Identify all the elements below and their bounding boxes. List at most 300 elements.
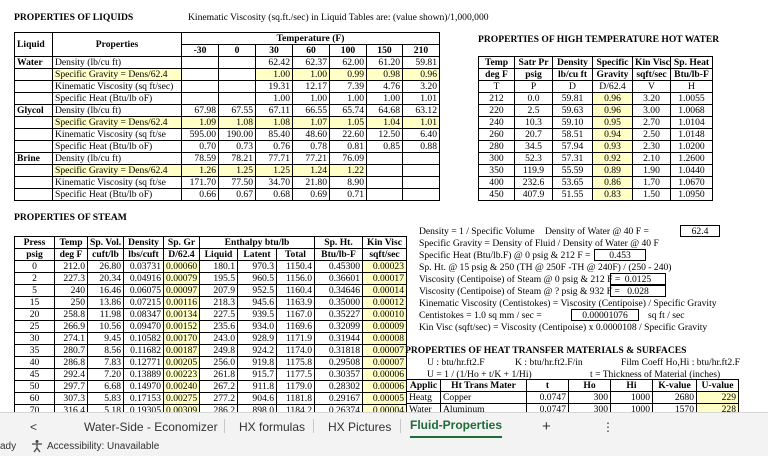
value-cell[interactable]: 1174.0: [277, 345, 315, 357]
value-cell[interactable]: 7.39: [330, 81, 367, 93]
value-cell[interactable]: 0.0747: [527, 392, 569, 404]
value-cell[interactable]: 1171.9: [277, 333, 315, 345]
value-cell[interactable]: 1.25: [256, 165, 293, 177]
column-header[interactable]: Temp: [55, 237, 88, 249]
value-cell[interactable]: 58.51: [553, 129, 593, 141]
accessibility-icon[interactable]: [30, 439, 44, 460]
column-header[interactable]: P: [515, 81, 553, 93]
value-cell[interactable]: 67.11: [256, 105, 293, 117]
value-cell[interactable]: 0.28302: [315, 381, 363, 393]
value-cell[interactable]: [367, 165, 403, 177]
value-cell[interactable]: [219, 57, 256, 69]
property-label[interactable]: Density (lb/cu ft): [53, 153, 182, 165]
column-header[interactable]: U-value: [697, 380, 739, 392]
value-cell[interactable]: 0.86: [593, 177, 633, 189]
value-cell[interactable]: [182, 81, 219, 93]
value-cell[interactable]: 10.56: [88, 321, 124, 333]
value-cell[interactable]: 258.8: [55, 309, 88, 321]
value-cell[interactable]: 51.55: [553, 189, 593, 201]
value-cell[interactable]: 2.30: [633, 141, 671, 153]
liquid-name[interactable]: [15, 81, 53, 93]
value-cell[interactable]: 1.0148: [671, 129, 713, 141]
value-cell[interactable]: 1160.4: [277, 285, 315, 297]
column-header[interactable]: Density: [553, 57, 593, 69]
value-cell[interactable]: 19.31: [256, 81, 293, 93]
property-label[interactable]: Kinematic Viscosity (sq ft/se: [53, 177, 182, 189]
value-cell[interactable]: 7.20: [88, 369, 124, 381]
column-header[interactable]: Liquid: [200, 249, 238, 261]
liquid-name[interactable]: [15, 177, 53, 189]
value-cell[interactable]: 220: [479, 105, 515, 117]
value-cell[interactable]: 180.1: [200, 261, 238, 273]
value-cell[interactable]: 1.26: [182, 165, 219, 177]
value-cell[interactable]: 0.00097: [164, 285, 200, 297]
value-cell[interactable]: 11.98: [88, 309, 124, 321]
value-cell[interactable]: 1.0200: [671, 141, 713, 153]
column-header[interactable]: psig: [515, 69, 553, 81]
column-header[interactable]: Ht Trans Mater: [441, 380, 527, 392]
column-header[interactable]: Specific: [593, 57, 633, 69]
value-cell[interactable]: 0.00007: [363, 345, 407, 357]
value-cell[interactable]: 934.0: [238, 321, 277, 333]
value-cell[interactable]: 6.40: [403, 129, 440, 141]
value-cell[interactable]: 1.0055: [671, 93, 713, 105]
value-cell[interactable]: 59.10: [553, 117, 593, 129]
value-cell[interactable]: 0.00006: [363, 369, 407, 381]
value-cell[interactable]: 190.00: [219, 129, 256, 141]
value-cell[interactable]: 0.00223: [164, 369, 200, 381]
value-cell[interactable]: 1.0670: [671, 177, 713, 189]
value-cell[interactable]: [219, 81, 256, 93]
value-cell[interactable]: 0.00116: [164, 297, 200, 309]
value-cell[interactable]: 59.81: [553, 93, 593, 105]
value-cell[interactable]: 0.00205: [164, 357, 200, 369]
value-cell[interactable]: 0.00006: [363, 381, 407, 393]
value-cell[interactable]: 235.6: [200, 321, 238, 333]
value-cell[interactable]: 1.05: [330, 117, 367, 129]
value-cell[interactable]: 1163.9: [277, 297, 315, 309]
value-cell[interactable]: 57.31: [553, 153, 593, 165]
value-cell[interactable]: 898.0: [238, 405, 277, 413]
status-accessibility[interactable]: Accessibility: Unavailable: [47, 441, 160, 452]
value-cell[interactable]: 20.7: [515, 129, 553, 141]
value-cell[interactable]: 1150.4: [277, 261, 315, 273]
value-cell[interactable]: 5.83: [88, 393, 124, 405]
liquid-name[interactable]: [15, 165, 53, 177]
value-cell[interactable]: 0.00187: [164, 345, 200, 357]
value-cell[interactable]: 55.59: [553, 165, 593, 177]
value-cell[interactable]: 0.66: [182, 189, 219, 201]
property-label[interactable]: Specific Heat (Btu/lb oF): [53, 141, 182, 153]
value-cell[interactable]: 77.50: [219, 177, 256, 189]
value-cell[interactable]: 3.20: [403, 81, 440, 93]
value-cell[interactable]: 0.69: [293, 189, 330, 201]
value-cell[interactable]: 1.0950: [671, 189, 713, 201]
property-label[interactable]: Kinematic Viscosity (sq ft/se: [53, 129, 182, 141]
value-cell[interactable]: 0.85: [367, 141, 403, 153]
temp-header[interactable]: 30: [256, 45, 293, 57]
column-header[interactable]: Enthalpy btu/lb: [200, 237, 315, 249]
value-cell[interactable]: 50: [15, 381, 55, 393]
column-header[interactable]: deg F: [55, 249, 88, 261]
value-cell[interactable]: 0.76: [256, 141, 293, 153]
value-cell[interactable]: 1.00: [330, 93, 367, 105]
value-cell[interactable]: 0.07215: [124, 297, 164, 309]
value-cell[interactable]: 70: [15, 405, 55, 413]
value-cell[interactable]: 0.31944: [315, 333, 363, 345]
value-cell[interactable]: 0.00170: [164, 333, 200, 345]
value-cell[interactable]: 0.73: [219, 141, 256, 153]
value-cell[interactable]: 0.11682: [124, 345, 164, 357]
value-cell[interactable]: 25: [15, 321, 55, 333]
value-cell[interactable]: 1.22: [330, 165, 367, 177]
value-cell[interactable]: 207.9: [200, 285, 238, 297]
value-cell[interactable]: 0.68: [256, 189, 293, 201]
value-cell[interactable]: 0.45300: [315, 261, 363, 273]
value-cell[interactable]: 939.5: [238, 309, 277, 321]
value-cell[interactable]: [403, 153, 440, 165]
value-cell[interactable]: [367, 177, 403, 189]
value-cell[interactable]: 297.7: [55, 381, 88, 393]
value-cell[interactable]: 0.78: [293, 141, 330, 153]
value-cell[interactable]: 22.60: [330, 129, 367, 141]
column-header[interactable]: t: [527, 380, 569, 392]
value-cell[interactable]: 286.8: [55, 357, 88, 369]
viscosity-212-value[interactable]: 0.0125: [610, 273, 666, 285]
column-header[interactable]: psig: [15, 249, 55, 261]
value-cell[interactable]: 45: [15, 369, 55, 381]
liquid-name[interactable]: Water: [15, 57, 53, 69]
value-cell[interactable]: 65.74: [330, 105, 367, 117]
property-label[interactable]: Specific Heat (Btu/lb oF): [53, 93, 182, 105]
column-header[interactable]: Latent: [238, 249, 277, 261]
value-cell[interactable]: 1175.8: [277, 357, 315, 369]
value-cell[interactable]: 8.56: [88, 345, 124, 357]
value-cell[interactable]: 1177.5: [277, 369, 315, 381]
value-cell[interactable]: 0.00014: [363, 285, 407, 297]
add-sheet-button[interactable]: +: [542, 418, 551, 435]
value-cell[interactable]: 307.3: [55, 393, 88, 405]
column-header[interactable]: Temp: [479, 57, 515, 69]
value-cell[interactable]: 6.68: [88, 381, 124, 393]
value-cell[interactable]: 280.7: [55, 345, 88, 357]
column-header[interactable]: Sp. Vol.: [88, 237, 124, 249]
value-cell[interactable]: 450: [479, 189, 515, 201]
value-cell[interactable]: 229: [697, 392, 739, 404]
value-cell[interactable]: 0.96: [593, 105, 633, 117]
value-cell[interactable]: 0.00010: [363, 309, 407, 321]
header-properties[interactable]: Properties: [53, 33, 182, 57]
liquid-name[interactable]: [15, 141, 53, 153]
column-header[interactable]: D/62.4: [164, 249, 200, 261]
value-cell[interactable]: 1.00: [293, 69, 330, 81]
value-cell[interactable]: 119.9: [515, 165, 553, 177]
column-header[interactable]: Sp. Heat: [671, 57, 713, 69]
value-cell[interactable]: 13.86: [88, 297, 124, 309]
value-cell[interactable]: 0.12771: [124, 357, 164, 369]
value-cell[interactable]: 919.8: [238, 357, 277, 369]
value-cell[interactable]: 267.2: [200, 381, 238, 393]
value-cell[interactable]: 12.17: [293, 81, 330, 93]
column-header[interactable]: Applic: [407, 380, 441, 392]
value-cell[interactable]: 1.08: [256, 117, 293, 129]
specific-heat-value[interactable]: 0.453: [594, 249, 646, 261]
column-header[interactable]: V: [633, 81, 671, 93]
value-cell[interactable]: 227.5: [200, 309, 238, 321]
temp-header[interactable]: 150: [367, 45, 403, 57]
value-cell[interactable]: 911.8: [238, 381, 277, 393]
value-cell[interactable]: 952.5: [238, 285, 277, 297]
value-cell[interactable]: 0.96: [403, 69, 440, 81]
value-cell[interactable]: 78.59: [182, 153, 219, 165]
value-cell[interactable]: 10.3: [515, 117, 553, 129]
value-cell[interactable]: 1156.0: [277, 273, 315, 285]
column-header[interactable]: T: [479, 81, 515, 93]
value-cell[interactable]: 924.2: [238, 345, 277, 357]
value-cell[interactable]: 0.19305: [124, 405, 164, 413]
value-cell[interactable]: 0.10582: [124, 333, 164, 345]
temp-header[interactable]: 210: [403, 45, 440, 57]
property-label[interactable]: Specific Gravity = Dens/62.4: [53, 165, 182, 177]
value-cell[interactable]: 0.35227: [315, 309, 363, 321]
value-cell[interactable]: 67.98: [182, 105, 219, 117]
value-cell[interactable]: 195.5: [200, 273, 238, 285]
value-cell[interactable]: 34.70: [256, 177, 293, 189]
value-cell[interactable]: 227.3: [55, 273, 88, 285]
value-cell[interactable]: 240: [479, 117, 515, 129]
value-cell[interactable]: 40: [15, 357, 55, 369]
value-cell[interactable]: 0.70: [182, 141, 219, 153]
value-cell[interactable]: 30: [15, 333, 55, 345]
column-header[interactable]: Btu/lb-F: [671, 69, 713, 81]
value-cell[interactable]: 1.00: [367, 93, 403, 105]
value-cell[interactable]: [367, 189, 403, 201]
materials-table[interactable]: [406, 379, 739, 412]
header-liquid[interactable]: Liquid: [15, 33, 53, 57]
value-cell[interactable]: [367, 153, 403, 165]
value-cell[interactable]: 52.3: [515, 153, 553, 165]
value-cell[interactable]: 1184.2: [277, 405, 315, 413]
value-cell[interactable]: 0.35000: [315, 297, 363, 309]
value-cell[interactable]: 1179.0: [277, 381, 315, 393]
value-cell[interactable]: 595.00: [182, 129, 219, 141]
value-cell[interactable]: 0.26374: [315, 405, 363, 413]
column-header[interactable]: cuft/lb: [88, 249, 124, 261]
value-cell[interactable]: 0.94: [593, 129, 633, 141]
value-cell[interactable]: 20.34: [88, 273, 124, 285]
tab-hx-pictures[interactable]: HX Pictures: [328, 420, 392, 434]
value-cell[interactable]: 0.95: [593, 117, 633, 129]
value-cell[interactable]: 0.89: [593, 165, 633, 177]
value-cell[interactable]: 66.55: [293, 105, 330, 117]
value-cell[interactable]: 34.5: [515, 141, 553, 153]
value-cell[interactable]: 0.00008: [363, 333, 407, 345]
column-header[interactable]: Hi: [611, 380, 653, 392]
value-cell[interactable]: 1.09: [182, 117, 219, 129]
column-header[interactable]: Kin Visc: [633, 57, 671, 69]
value-cell[interactable]: 274.1: [55, 333, 88, 345]
value-cell[interactable]: 63.12: [403, 105, 440, 117]
value-cell[interactable]: 76.09: [330, 153, 367, 165]
column-header[interactable]: D/62.4: [593, 81, 633, 93]
column-header[interactable]: Btu/lb-F: [315, 249, 363, 261]
value-cell[interactable]: 904.6: [238, 393, 277, 405]
value-cell[interactable]: 171.70: [182, 177, 219, 189]
value-cell[interactable]: 1000: [611, 404, 653, 413]
value-cell[interactable]: 62.42: [256, 57, 293, 69]
value-cell[interactable]: 1.00: [256, 93, 293, 105]
value-cell[interactable]: 0.93: [593, 141, 633, 153]
property-label[interactable]: Specific Gravity = Dens/62.4: [53, 117, 182, 129]
temp-header[interactable]: 0: [219, 45, 256, 57]
value-cell[interactable]: 0.98: [367, 69, 403, 81]
value-cell[interactable]: 1000: [611, 392, 653, 404]
column-header[interactable]: Density: [124, 237, 164, 249]
value-cell[interactable]: Water: [407, 404, 441, 413]
value-cell[interactable]: 0.00152: [164, 321, 200, 333]
value-cell[interactable]: 292.4: [55, 369, 88, 381]
value-cell[interactable]: 1570: [653, 404, 697, 413]
value-cell[interactable]: 0.04916: [124, 273, 164, 285]
value-cell[interactable]: 8.90: [330, 177, 367, 189]
column-header[interactable]: K-value: [653, 380, 697, 392]
value-cell[interactable]: 915.7: [238, 369, 277, 381]
value-cell[interactable]: [403, 177, 440, 189]
value-cell[interactable]: 0.09470: [124, 321, 164, 333]
tab-scroll-left-button[interactable]: <: [30, 420, 38, 434]
temp-header[interactable]: 100: [330, 45, 367, 57]
value-cell[interactable]: 1.24: [293, 165, 330, 177]
value-cell[interactable]: 1.50: [633, 189, 671, 201]
value-cell[interactable]: 1.01: [403, 117, 440, 129]
value-cell[interactable]: 400: [479, 177, 515, 189]
value-cell[interactable]: 0.0747: [527, 404, 569, 413]
value-cell[interactable]: 0.00240: [164, 381, 200, 393]
liquid-name[interactable]: Brine: [15, 153, 53, 165]
value-cell[interactable]: 0.36601: [315, 273, 363, 285]
value-cell[interactable]: 62.00: [330, 57, 367, 69]
steam-table[interactable]: [14, 236, 407, 412]
liquid-name[interactable]: [15, 129, 53, 141]
column-header[interactable]: lb/cu ft: [553, 69, 593, 81]
liquid-name[interactable]: [15, 189, 53, 201]
density-water-value[interactable]: 62.4: [680, 225, 720, 237]
column-header[interactable]: H: [671, 81, 713, 93]
value-cell[interactable]: 3.00: [633, 105, 671, 117]
value-cell[interactable]: 300: [569, 404, 611, 413]
value-cell[interactable]: 1.00: [293, 93, 330, 105]
value-cell[interactable]: Aluminum: [441, 404, 527, 413]
liquid-name[interactable]: [15, 117, 53, 129]
value-cell[interactable]: 62.37: [293, 57, 330, 69]
centistokes-value[interactable]: 0.00001076: [571, 309, 639, 321]
value-cell[interactable]: 316.4: [55, 405, 88, 413]
value-cell[interactable]: 928.9: [238, 333, 277, 345]
value-cell[interactable]: [219, 69, 256, 81]
value-cell[interactable]: 1.00: [256, 69, 293, 81]
temp-header[interactable]: -30: [182, 45, 219, 57]
value-cell[interactable]: 5: [15, 285, 55, 297]
value-cell[interactable]: 0.32099: [315, 321, 363, 333]
value-cell[interactable]: 266.9: [55, 321, 88, 333]
column-header[interactable]: D: [553, 81, 593, 93]
value-cell[interactable]: 350: [479, 165, 515, 177]
value-cell[interactable]: 960.5: [238, 273, 277, 285]
value-cell[interactable]: 0.06075: [124, 285, 164, 297]
column-header[interactable]: Total: [277, 249, 315, 261]
value-cell[interactable]: 260: [479, 129, 515, 141]
value-cell[interactable]: 59.81: [403, 57, 440, 69]
value-cell[interactable]: 945.6: [238, 297, 277, 309]
value-cell[interactable]: 26.80: [88, 261, 124, 273]
value-cell[interactable]: 0.00004: [363, 405, 407, 413]
value-cell[interactable]: 1.0104: [671, 117, 713, 129]
value-cell[interactable]: 0.71: [330, 189, 367, 201]
value-cell[interactable]: 3.20: [633, 93, 671, 105]
liquids-table[interactable]: [14, 32, 440, 201]
column-header[interactable]: sqft/sec: [633, 69, 671, 81]
value-cell[interactable]: [182, 69, 219, 81]
column-header[interactable]: Sp. Ht.: [315, 237, 363, 249]
viscosity-932-value[interactable]: 0.028: [610, 285, 666, 297]
value-cell[interactable]: 0.17153: [124, 393, 164, 405]
value-cell[interactable]: 2.50: [633, 129, 671, 141]
value-cell[interactable]: 300: [479, 153, 515, 165]
value-cell[interactable]: 0.14970: [124, 381, 164, 393]
value-cell[interactable]: Heatg: [407, 392, 441, 404]
value-cell[interactable]: 0.81: [330, 141, 367, 153]
value-cell[interactable]: 1169.6: [277, 321, 315, 333]
value-cell[interactable]: 0.00012: [363, 297, 407, 309]
temp-header[interactable]: 60: [293, 45, 330, 57]
value-cell[interactable]: 0.00275: [164, 393, 200, 405]
value-cell[interactable]: 212.0: [55, 261, 88, 273]
value-cell[interactable]: 78.21: [219, 153, 256, 165]
value-cell[interactable]: 0.0: [515, 93, 553, 105]
column-header[interactable]: deg F: [479, 69, 515, 81]
value-cell[interactable]: 1.01: [403, 93, 440, 105]
value-cell[interactable]: 300: [569, 392, 611, 404]
value-cell[interactable]: 0.29167: [315, 393, 363, 405]
value-cell[interactable]: 2680: [653, 392, 697, 404]
value-cell[interactable]: 77.21: [293, 153, 330, 165]
value-cell[interactable]: 0.29508: [315, 357, 363, 369]
column-header[interactable]: sqft/sec: [363, 249, 407, 261]
value-cell[interactable]: 1181.8: [277, 393, 315, 405]
value-cell[interactable]: 0.00007: [363, 357, 407, 369]
value-cell[interactable]: 1.90: [633, 165, 671, 177]
value-cell[interactable]: 261.8: [200, 369, 238, 381]
value-cell[interactable]: 0.92: [593, 153, 633, 165]
value-cell[interactable]: 2.10: [633, 153, 671, 165]
value-cell[interactable]: 2.5: [515, 105, 553, 117]
value-cell[interactable]: 218.3: [200, 297, 238, 309]
value-cell[interactable]: 0.00060: [164, 261, 200, 273]
value-cell[interactable]: 9.45: [88, 333, 124, 345]
value-cell[interactable]: 21.80: [293, 177, 330, 189]
tab-hx-formulas[interactable]: HX formulas: [239, 420, 306, 434]
property-label[interactable]: Specific Heat (Btu/lb oF): [53, 189, 182, 201]
value-cell[interactable]: 0.34646: [315, 285, 363, 297]
value-cell[interactable]: 212: [479, 93, 515, 105]
value-cell[interactable]: 1.70: [633, 177, 671, 189]
property-label[interactable]: Specific Gravity = Dens/62.4: [53, 69, 182, 81]
value-cell[interactable]: 256.0: [200, 357, 238, 369]
value-cell[interactable]: 15: [15, 297, 55, 309]
value-cell[interactable]: 240: [55, 285, 88, 297]
value-cell[interactable]: 243.0: [200, 333, 238, 345]
value-cell[interactable]: 53.65: [553, 177, 593, 189]
